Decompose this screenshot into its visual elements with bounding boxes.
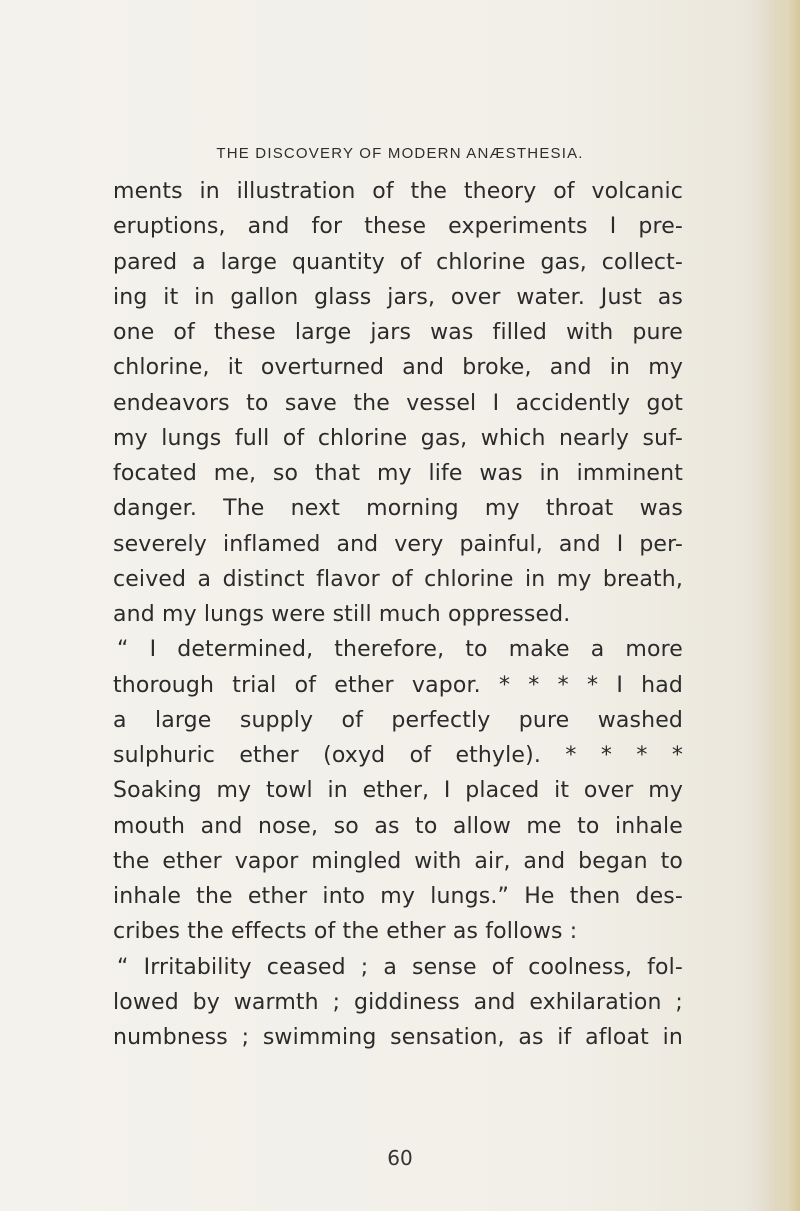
text-line: focated me, so that my life was in imminent (113, 461, 683, 486)
text-line: ing it in gallon glass jars, over water. Just as (113, 284, 683, 310)
text-line: eruptions, and for these experiments I pre- (113, 214, 683, 240)
text-line: sulphuric ether (oxyd of ethyle). * * * * (113, 743, 683, 768)
page-edge-shading (760, 0, 800, 1211)
text-line: a large supply of perfectly pure washed (113, 707, 683, 733)
text-line: inhale the ether into my lungs.” He then des- (113, 884, 683, 909)
text-line: numbness ; swimming sensation, as if afloat in (113, 1025, 683, 1050)
text-line: and my lungs were still much oppressed. (113, 602, 571, 627)
text-line: thorough trial of ether vapor. * * * * I had (113, 672, 683, 698)
body-text (113, 174, 683, 1055)
text-line: “ Irritability ceased ; a sense of coolness, fol- (117, 954, 683, 980)
text-line: ceived a distinct flavor of chlorine in my breath, (113, 566, 683, 592)
text-line: one of these large jars was filled with pure (113, 320, 683, 345)
text-line: the ether vapor mingled with air, and began to (113, 848, 683, 874)
page-number: 60 (387, 1146, 413, 1170)
text-line: pared a large quantity of chlorine gas, collect- (113, 249, 683, 275)
text-line: lowed by warmth ; giddiness and exhilaration ; (113, 989, 683, 1015)
text-line: danger. The next morning my throat was (113, 496, 683, 522)
text-line: my lungs full of chlorine gas, which nearly suf- (113, 425, 683, 451)
text-line: severely inflamed and very painful, and I per- (113, 531, 683, 557)
text-line: chlorine, it overturned and broke, and in my (113, 355, 683, 381)
text-line: mouth and nose, so as to allow me to inhale (113, 813, 683, 839)
running-head: THE DISCOVERY OF MODERN ANÆSTHESIA. (216, 145, 584, 162)
text-line: ments in illustration of the theory of volcanic (113, 179, 683, 204)
text-line: Soaking my towl in ether, I placed it over my (113, 778, 683, 804)
text-line: endeavors to save the vessel I accidently got (113, 390, 683, 416)
text-line: “ I determined, therefore, to make a more (117, 637, 683, 663)
text-line: cribes the effects of the ether as follows : (113, 919, 578, 945)
